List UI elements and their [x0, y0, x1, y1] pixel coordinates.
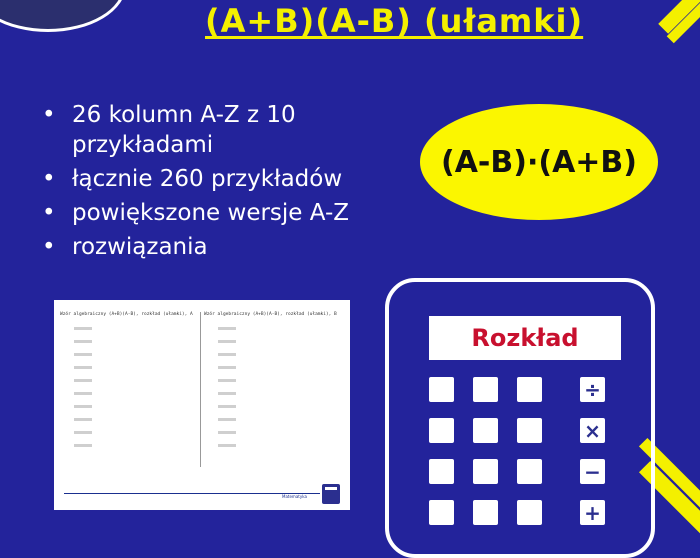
worksheet-example-row [74, 405, 92, 408]
calculator-display-text: Rozkład [471, 324, 579, 352]
divide-key-icon: ÷ [580, 377, 605, 402]
worksheet-column-title: Wzór algebraiczny (A+B)(A-B), rozkład (ułamki), B [204, 312, 337, 317]
calculator-key [429, 459, 454, 484]
plus-key-icon: + [580, 500, 605, 525]
worksheet-example-row [74, 340, 92, 343]
formula-text: (A-B)·(A+B) [441, 144, 637, 180]
worksheet-column-title: Wzór algebraiczny (A+B)(A-B), rozkład (ułamki), A [60, 312, 193, 317]
multiply-key-icon: × [580, 418, 605, 443]
worksheet-example-row [218, 418, 236, 421]
worksheet-column-b [204, 312, 337, 447]
worksheet-preview [54, 300, 350, 510]
worksheet-example-row [218, 444, 236, 447]
page-title: (A+B)(A-B) (ułamki) [205, 2, 584, 40]
worksheet-example-row [74, 392, 92, 395]
worksheet-column-a [60, 312, 193, 447]
worksheet-example-row [74, 366, 92, 369]
worksheet-example-row [218, 392, 236, 395]
calculator-key [429, 500, 454, 525]
worksheet-example-row [218, 431, 236, 434]
formula-badge [420, 104, 658, 220]
calculator-key [473, 459, 498, 484]
calculator-illustration [385, 278, 655, 558]
worksheet-example-row [74, 444, 92, 447]
feature-item: • łącznie 260 przykładów [40, 164, 400, 194]
worksheet-example-row [74, 431, 92, 434]
corner-circle-decoration [0, 0, 126, 32]
calculator-key [473, 418, 498, 443]
worksheet-divider [200, 312, 201, 467]
feature-item: • rozwiązania [40, 232, 400, 262]
calculator-key [517, 500, 542, 525]
worksheet-example-row [74, 327, 92, 330]
calculator-logo-icon [322, 484, 340, 504]
worksheet-example-row [218, 340, 236, 343]
worksheet-example-row [218, 366, 236, 369]
worksheet-example-row [218, 327, 236, 330]
calculator-display [429, 316, 621, 360]
worksheet-example-row [74, 418, 92, 421]
worksheet-brand: Matematyka [282, 494, 307, 499]
minus-key-icon: − [580, 459, 605, 484]
calculator-key [429, 377, 454, 402]
calculator-key [517, 377, 542, 402]
worksheet-example-row [218, 379, 236, 382]
calculator-key [517, 459, 542, 484]
worksheet-example-row [218, 353, 236, 356]
worksheet-example-row [74, 353, 92, 356]
calculator-key [429, 418, 454, 443]
worksheet-example-row [218, 405, 236, 408]
calculator-key [473, 377, 498, 402]
feature-item: • powiększone wersje A-Z [40, 198, 400, 228]
feature-list [40, 100, 400, 266]
calculator-key [473, 500, 498, 525]
calculator-key [517, 418, 542, 443]
feature-item: • 26 kolumn A-Z z 10 przykładami [40, 100, 400, 160]
worksheet-example-row [74, 379, 92, 382]
